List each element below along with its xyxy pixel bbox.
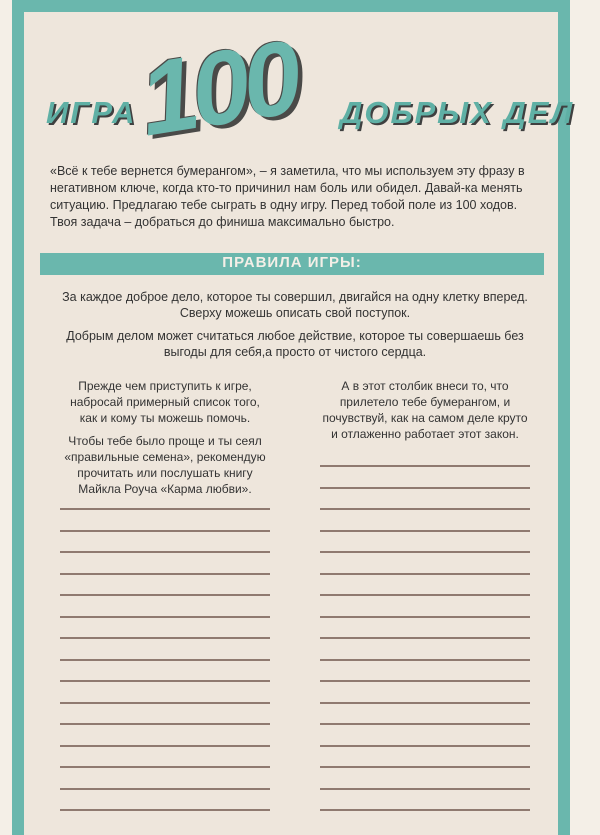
- writing-line[interactable]: [60, 573, 270, 575]
- writing-line[interactable]: [320, 723, 530, 725]
- writing-line[interactable]: [60, 508, 270, 510]
- title-right-word: ДОБРЫХ ДЕЛ: [340, 95, 575, 130]
- writing-line[interactable]: [60, 745, 270, 747]
- writing-line[interactable]: [320, 530, 530, 532]
- right-column-instructions: А в этот столбик внеси то, что прилетело тебе бумерангом, и почувствуй, как на самом деле круто и отлаженно работает этот закон.: [322, 379, 528, 441]
- writing-line[interactable]: [60, 766, 270, 768]
- writing-line[interactable]: [60, 637, 270, 639]
- writing-line[interactable]: [320, 809, 530, 811]
- writing-line[interactable]: [60, 530, 270, 532]
- writing-line[interactable]: [60, 788, 270, 790]
- writing-line[interactable]: [60, 551, 270, 553]
- intro-paragraph: «Всё к тебе вернется бумерангом», – я заметила, что мы используем эту фразу в негативном ключе, когда кто-то причинил нам боль или обидел. Давай-ка менять ситуацию. Предлагаю тебе сыграть в одну игру. Перед тобой поле из 100 ходов. Твоя задача – добраться до финиша максимально быстро.: [50, 164, 525, 229]
- writing-line[interactable]: [320, 573, 530, 575]
- writing-line[interactable]: [320, 745, 530, 747]
- writing-line[interactable]: [60, 702, 270, 704]
- writing-line[interactable]: [320, 637, 530, 639]
- writing-line[interactable]: [320, 551, 530, 553]
- writing-line[interactable]: [320, 659, 530, 661]
- writing-line[interactable]: [320, 788, 530, 790]
- rule-item: Добрым делом может считаться любое действие, которое ты совершаешь без выгоды для себя,а просто от чистого сердца.: [66, 329, 524, 359]
- writing-line[interactable]: [60, 723, 270, 725]
- writing-line[interactable]: [60, 809, 270, 811]
- writing-line[interactable]: [320, 702, 530, 704]
- writing-line[interactable]: [320, 465, 530, 467]
- writing-line[interactable]: [60, 680, 270, 682]
- left-column-book-tip: Чтобы тебе было проще и ты сеял «правильные семена», рекомендую прочитать или послушать книгу Майкла Роуча «Карма любви».: [64, 434, 266, 496]
- writing-line[interactable]: [60, 594, 270, 596]
- writing-line[interactable]: [320, 487, 530, 489]
- title-number: 100: [131, 19, 304, 159]
- writing-line[interactable]: [320, 766, 530, 768]
- writing-line[interactable]: [320, 594, 530, 596]
- rule-item: За каждое доброе дело, которое ты совершил, двигайся на одну клетку вперед. Сверху можешь описать свой поступок.: [62, 290, 528, 320]
- writing-line[interactable]: [320, 508, 530, 510]
- writing-line[interactable]: [60, 659, 270, 661]
- title-left-word: ИГРА: [46, 95, 137, 130]
- rules-heading: ПРАВИЛА ИГРЫ:: [222, 254, 362, 271]
- writing-line[interactable]: [60, 616, 270, 618]
- left-column-instructions: Прежде чем приступить к игре, набросай примерный список того, как и кому ты можешь помочь.: [70, 379, 260, 425]
- writing-line[interactable]: [320, 616, 530, 618]
- writing-line[interactable]: [320, 680, 530, 682]
